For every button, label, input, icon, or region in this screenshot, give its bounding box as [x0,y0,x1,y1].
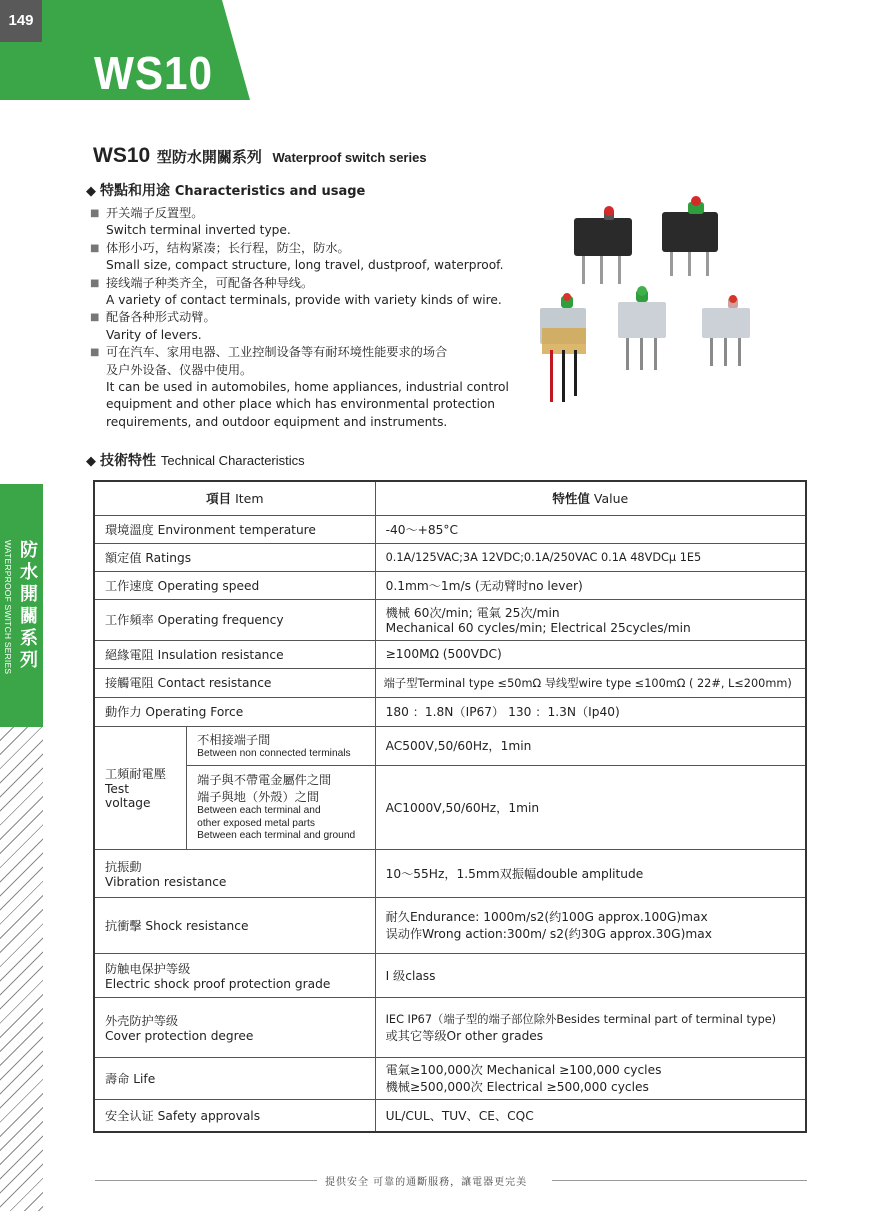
row-item-en: Test voltage [105,782,151,810]
side-char: 水 [20,562,38,583]
switch-photo-1 [574,206,632,284]
switch-photo-4 [618,286,666,370]
row-value-line: 機械 60次/min; 電氣 25次/min [385,606,560,620]
table-row [94,697,806,726]
row-item-cn: 抗振動 [105,859,142,874]
table-row [94,668,806,697]
table-row [94,571,806,599]
side-hatch-pattern [0,727,43,1211]
series-title-cn: 型防水開關系列 [156,148,262,166]
switch-photo-3 [540,293,586,402]
row-value-line: 機械≥500,000次 Electrical ≥500,000 cycles [385,1080,649,1094]
row-value: 0.1A/125VAC;3A 12VDC;0.1A/250VAC 0.1A 48VDCμ 1E5 [375,543,806,571]
row-subitem-cn: 端子與地（外殼）之間 [197,790,320,805]
feature-list [90,205,520,431]
feature-en: A variety of contact terminals, provide with variety kinds of wire. [106,293,502,308]
row-subitem [187,726,375,765]
row-value [375,997,806,1057]
row-item-en: Electric shock proof protection grade [105,976,331,991]
row-item-cn: 工頻耐電壓 [105,767,166,781]
table-row [94,1099,806,1132]
switch-photo-5 [702,295,750,366]
header-value-en: Value [593,491,629,507]
row-value-line: 或其它等级Or other grades [385,1028,544,1043]
side-char: 列 [20,650,38,671]
row-value: AC1000V,50/60Hz，1min [375,765,806,849]
table-row [94,765,806,849]
row-value [375,1057,806,1099]
feature-en: requirements, and outdoor equipment and instruments. [106,414,448,429]
header-value-cn: 特性值 [552,491,590,507]
side-char: 開 [20,584,38,605]
row-subitem-en: Between each terminal and [197,805,321,817]
row-item: 壽命 Life [94,1057,375,1099]
series-title-en: Waterproof switch series [272,150,427,165]
diamond-icon: ◆ [86,184,96,199]
row-item-en: Cover protection degree [105,1028,254,1043]
side-char: 系 [20,628,38,649]
feature-en: It can be used in automobiles, home appliances, industrial control [106,380,509,395]
square-bullet-icon: ■ [90,208,100,219]
section-heading-usage [86,180,365,200]
feature-cn: 配备各种形式动臂。 [106,310,216,325]
side-tab-title-en: WATERPROOF SWITCH SERIES [3,540,13,675]
side-tab-title-cn [19,540,39,672]
header-item-cn: 項目 [206,491,232,507]
footer-divider-left [95,1180,317,1181]
series-model: WS10 [93,144,151,167]
table-row [94,726,806,765]
header-item-en: Item [235,491,264,507]
square-bullet-icon: ■ [90,242,100,254]
row-item-cn: 外壳防护等级 [105,1013,179,1028]
table-row [94,543,806,571]
row-value-line: Mechanical 60 cycles/min; Electrical 25cycles/min [385,621,691,635]
section-tech-cn: 技術特性 [100,453,156,469]
row-item: 環境溫度 Environment temperature [94,515,375,543]
list-item [90,344,520,431]
feature-cn: 体形小巧，结构紧凑；长行程，防尘，防水。 [106,240,350,255]
banner-title: WS10 [94,47,213,99]
row-value: 180 ：1.8N（IP67） 130 ：1.3N（Ip40) [375,697,806,726]
header-value [375,481,806,515]
list-item [90,205,520,240]
row-value [375,897,806,953]
side-char: 關 [20,606,38,627]
section-usage-en: Characteristics and usage [174,184,366,199]
row-item-en: Vibration resistance [105,874,227,889]
row-item [94,953,375,997]
diamond-icon: ◆ [86,454,96,469]
row-item: 絕緣電阻 Insulation resistance [94,640,375,668]
side-char: 防 [20,540,38,561]
row-item: 安全认证 Safety approvals [94,1099,375,1132]
row-value: 10～55Hz，1.5mm双振幅double amplitude [375,849,806,897]
row-item: 工作速度 Operating speed [94,571,375,599]
row-subitem-cn: 端子與不帶電金屬件之間 [197,773,332,788]
switch-photo-2 [662,196,718,276]
feature-en: Varity of levers. [106,327,202,342]
row-item-cn: 防触电保护等级 [105,961,191,976]
row-value: -40～+85°C [375,515,806,543]
row-item [94,849,375,897]
spec-table [93,480,807,1133]
row-item: 額定值 Ratings [94,543,375,571]
square-bullet-icon: ■ [90,347,100,359]
header-item [94,481,375,515]
row-subitem-en: other exposed metal parts [197,817,315,829]
row-value [375,599,806,640]
row-value: UL/CUL、TUV、CE、CQC [375,1099,806,1132]
page-number: 149 [0,0,42,42]
product-photos [530,190,780,410]
section-tech-en: Technical Characteristics [160,453,305,468]
table-row [94,1057,806,1099]
footer-slogan: 提供安全 可靠的通斷服務，讓電器更完美 [325,1177,528,1188]
table-row [94,849,806,897]
row-value-line: 误动作Wrong action:300m/ s2(约30G approx.30G)max [385,927,712,941]
row-item: 抗衝擊 Shock resistance [94,897,375,953]
row-subitem [187,765,375,849]
table-header-row [94,481,806,515]
section-heading-tech [86,450,305,470]
row-value-line: IEC IP67（端子型的端子部位除外Besides terminal part of terminal type) [385,1012,777,1026]
table-row [94,515,806,543]
row-value: 端子型Terminal type ≤50mΩ 导线型wire type ≤100mΩ ( 22#, L≤200mm) [375,668,806,697]
row-value-line: 電氣≥100,000次 Mechanical ≥100,000 cycles [385,1063,662,1077]
square-bullet-icon: ■ [90,312,100,324]
row-item [94,726,187,849]
table-row [94,640,806,668]
row-value: ≥100MΩ (500VDC) [375,640,806,668]
feature-en: Switch terminal inverted type. [106,223,291,238]
row-item: 工作頻率 Operating frequency [94,599,375,640]
row-subitem-en: Between non connected terminals [197,747,351,759]
row-item: 動作力 Operating Force [94,697,375,726]
list-item [90,275,520,310]
feature-cn: 可在汽车、家用电器、工业控制设备等有耐环境性能要求的场合 [106,345,448,360]
row-item: 接觸電阻 Contact resistance [94,668,375,697]
square-bullet-icon: ■ [90,277,100,289]
row-item [94,997,375,1057]
table-row [94,897,806,953]
footer-divider-right [552,1180,807,1181]
feature-en: Small size, compact structure, long travel, dustproof, waterproof. [106,258,504,273]
row-value: AC500V,50/60Hz，1min [375,726,806,765]
series-title [93,144,427,168]
feature-cn: 接线端子种类齐全，可配备各种导线。 [106,275,314,290]
table-row [94,953,806,997]
feature-en: equipment and other place which has environmental protection [106,397,496,412]
row-subitem-cn: 不相接端子間 [197,732,271,747]
feature-cn: 开关端子反置型。 [106,206,204,220]
row-value: I 级class [375,953,806,997]
list-item [90,240,520,275]
table-row [94,997,806,1057]
row-value-line: 耐久Endurance: 1000m/s2(约100G approx.100G)max [385,910,708,924]
feature-cn: 及户外设备、仪器中使用。 [106,362,253,377]
list-item [90,309,520,344]
section-usage-cn: 特點和用途 [100,183,170,199]
row-value: 0.1mm～1m/s (无动臂时no lever) [375,571,806,599]
table-row [94,599,806,640]
row-subitem-en: Between each terminal and ground [197,830,356,842]
